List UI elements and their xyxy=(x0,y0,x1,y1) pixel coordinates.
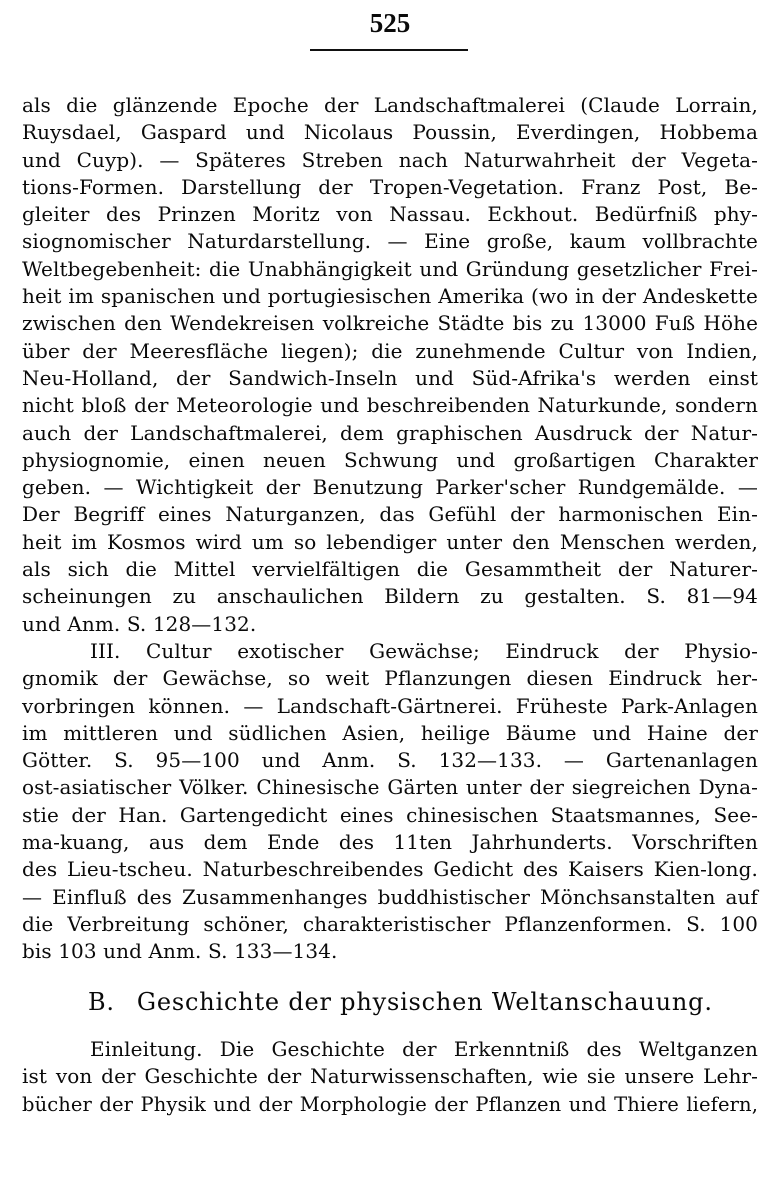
section-heading xyxy=(88,986,713,1018)
text-line: und Cuyp). — Späteres Streben nach Naturwahrheit der Vegeta- xyxy=(22,147,758,172)
text-line: siognomischer Naturdarstellung. — Eine große, kaum vollbrachte xyxy=(22,229,758,254)
text-line: bücher der Physik und der Morphologie der Pflanzen und Thiere liefern, xyxy=(22,1092,758,1116)
text-line: über der Meeresfläche liegen); die zunehmende Cultur von Indien, xyxy=(22,338,758,363)
text-line: nicht bloß der Meteorologie und beschreibenden Naturkunde, sondern xyxy=(22,393,758,418)
text-line: ist von der Geschichte der Naturwissenschaften, wie sie unsere Lehr- xyxy=(22,1064,758,1089)
text-line: gnomik der Gewächse, so weit Pflanzungen diesen Eindruck her- xyxy=(22,666,758,691)
text-line: Neu-Holland, der Sandwich-Inseln und Süd-Afrika's werden einst xyxy=(22,365,758,390)
section-letter: B. xyxy=(88,988,115,1016)
introduction-text-block xyxy=(22,1036,758,1118)
text-line: Ruysdael, Gaspard und Nicolaus Poussin, Everdingen, Hobbema xyxy=(22,120,758,145)
text-line: heit im spanischen und portugiesischen Amerika (wo in der Andeskette xyxy=(22,284,758,309)
text-line: — Einfluß des Zusammenhanges buddhistischer Mönchsanstalten auf xyxy=(22,884,758,909)
text-line: Weltbegebenheit: die Unabhängigkeit und Gründung gesetzlicher Frei- xyxy=(22,256,758,281)
text-line: heit im Kosmos wird um so lebendiger unter den Menschen werden, xyxy=(22,529,758,554)
text-line: Der Begriff eines Naturganzen, das Gefühl der harmonischen Ein- xyxy=(22,502,758,527)
text-line: physiognomie, einen neuen Schwung und großartigen Charakter xyxy=(22,447,758,472)
text-line: bis 103 und Anm. S. 133—134. xyxy=(22,939,338,964)
text-line: auch der Landschaftmalerei, dem graphischen Ausdruck der Natur- xyxy=(22,420,758,445)
text-line: Götter. S. 95—100 und Anm. S. 132—133. — Gartenanlagen xyxy=(22,748,758,773)
text-line: die Verbreitung schöner, charakteristischer Pflanzenformen. S. 100 xyxy=(22,911,758,936)
text-line: tions-Formen. Darstellung der Tropen-Vegetation. Franz Post, Be- xyxy=(22,174,758,199)
text-line: des Lieu-tscheu. Naturbeschreibendes Gedicht des Kaisers Kien-long. xyxy=(22,857,758,882)
text-line-section-iii: III. Cultur exotischer Gewächse; Eindruck der Physio- xyxy=(90,638,758,663)
text-line: und Anm. S. 128—132. xyxy=(22,611,257,636)
text-line: scheinungen zu anschaulichen Bildern zu gestalten. S. 81—94 xyxy=(22,584,758,609)
page-number: 525 xyxy=(369,8,411,38)
text-line: ma-kuang, aus dem Ende des 11ten Jahrhunderts. Vorschriften xyxy=(22,830,758,855)
header-rule xyxy=(310,49,468,51)
text-line: im mittleren und südlichen Asien, heilige Bäume und Haine der xyxy=(22,720,758,745)
text-line: vorbringen können. — Landschaft-Gärtnerei. Früheste Park-Anlagen xyxy=(22,693,758,718)
text-line: geben. — Wichtigkeit der Benutzung Parker'scher Rundgemälde. — xyxy=(22,475,758,500)
text-line: gleiter des Prinzen Moritz von Nassau. Eckhout. Bedürfniß phy- xyxy=(22,202,758,227)
text-line: ost-asiatischer Völker. Chinesische Gärten unter der siegreichen Dyna- xyxy=(22,775,758,800)
summary-text-block xyxy=(22,92,758,966)
text-line: als sich die Mittel vervielfältigen die Gesammtheit der Naturer- xyxy=(22,557,758,582)
text-line: stie der Han. Gartengedicht eines chinesischen Staatsmannes, See- xyxy=(22,802,758,827)
section-title: Geschichte der physischen Weltanschauung. xyxy=(136,988,713,1016)
text-line: als die glänzende Epoche der Landschaftmalerei (Claude Lorrain, xyxy=(22,93,758,117)
text-line-introduction: Einleitung. Die Geschichte der Erkenntniß des Weltganzen xyxy=(90,1037,758,1061)
text-line: zwischen den Wendekreisen volkreiche Städte bis zu 13000 Fuß Höhe xyxy=(22,311,758,336)
